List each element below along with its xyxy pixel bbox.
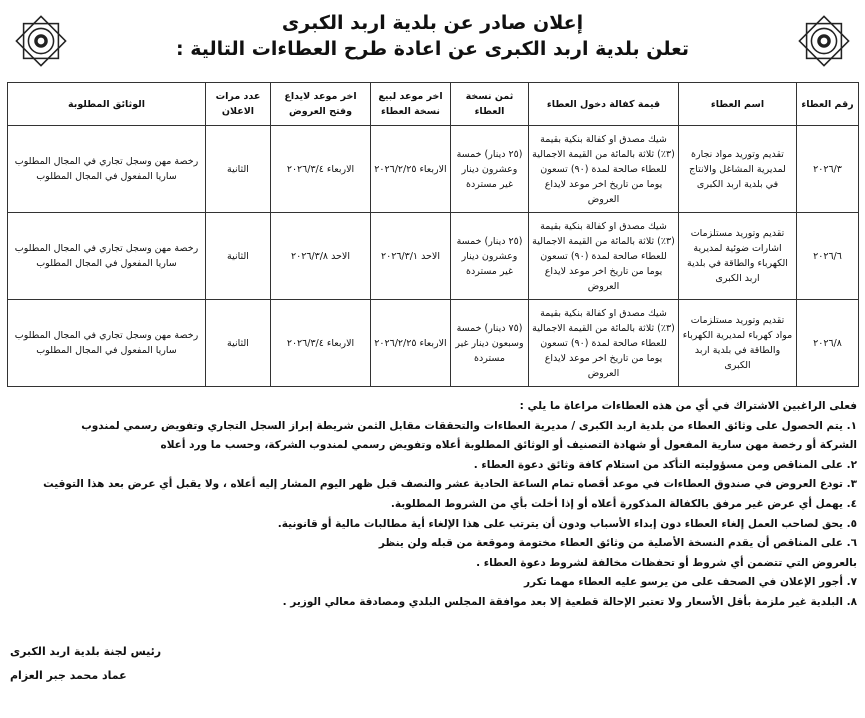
tender-times: الثانية (206, 213, 271, 300)
tender-name: تقديم وتوريد مستلزمات اشارات ضوئية لمديرية الكهرباء والطاقة في بلدية اربد الكبرى (679, 213, 797, 300)
condition-line: ٧. أجور الإعلان في الصحف على من يرسو عليه العطاء مهما تكرر (524, 576, 857, 589)
col-header-name: اسم العطاء (679, 83, 797, 126)
header (6, 10, 859, 74)
tender-name: تقديم وتوريد مواد نجارة لمديرية المشاغل والانتاج في بلدية اربد الكبرى (679, 126, 797, 213)
col-header-price: ثمن نسخة العطاء (451, 83, 529, 126)
tenders-table (7, 82, 859, 387)
tender-documents: رخصة مهن وسجل تجاري في المجال المطلوب ساريا المفعول في المجال المطلوب (8, 213, 206, 300)
table-header-row (8, 83, 859, 126)
col-header-guarantee: قيمة كفالة دخول العطاء (529, 83, 679, 126)
condition-line: بالعروض التي تتضمن أي شروط أو تحفظات مخالفة لشروط دعوة العطاء . (476, 556, 857, 569)
tender-number: ٢٠٢٦/٦ (797, 213, 859, 300)
condition-line: الشركة أو رخصة مهن سارية المفعول أو شهادة التصنيف أو الوثائق المطلوبة أعلاه وتفويض رسمي لمندوب الشركة، وحسب ما ورد أعلاه (160, 439, 857, 452)
tender-submission-deadline: الاحد ٢٠٢٦/٣/٨ (271, 213, 371, 300)
col-header-number: رقم العطاء (797, 83, 859, 126)
tender-sale-deadline: الاحد ٢٠٢٦/٣/١ (371, 213, 451, 300)
condition-line: ٨. البلدية غير ملزمة بأقل الأسعار ولا تعتبر الإحالة قطعية إلا بعد موافقة المجلس البلدي ومصادقة معالي الوزير . (282, 595, 857, 608)
announcement-subtitle: تعلن بلدية اربد الكبرى عن اعادة طرح العطاءات التالية : (176, 38, 689, 60)
tender-documents: رخصة مهن وسجل تجاري في المجال المطلوب ساريا المفعول في المجال المطلوب (8, 126, 206, 213)
conditions-intro: فعلى الراغبين الاشتراك في أي من هذه العطاءات مراعاة ما يلي : (519, 400, 857, 412)
table-row (8, 213, 859, 300)
announcement-title: إعلان صادر عن بلدية اربد الكبرى (281, 12, 584, 34)
signature-title: رئيس لجنة بلدية اربد الكبرى (10, 645, 162, 658)
tender-sale-deadline: الاربعاء ٢٠٢٦/٢/٢٥ (371, 126, 451, 213)
municipality-seal-icon (12, 12, 70, 70)
tender-number: ٢٠٢٦/٨ (797, 300, 859, 387)
tender-submission-deadline: الاربعاء ٢٠٢٦/٣/٤ (271, 126, 371, 213)
table-row (8, 300, 859, 387)
tender-documents: رخصة مهن وسجل تجاري في المجال المطلوب ساريا المفعول في المجال المطلوب (8, 300, 206, 387)
condition-line: ٤. يهمل أي عرض غير مرفق بالكفالة المذكورة أعلاه أو إذا أخلت بأي من الشروط المطلوبة. (390, 497, 857, 510)
col-header-documents: الوثائق المطلوبة (8, 83, 206, 126)
tender-name: تقديم وتوريد مستلزمات مواد كهرباء لمديرية الكهرباء والطاقة في بلدية اربد الكبرى (679, 300, 797, 387)
tender-price: (٢٥ دينار) خمسة وعشرون دينار غير مستردة (451, 126, 529, 213)
condition-line: ١. يتم الحصول على وثائق العطاء من بلدية اربد الكبرى / مديرية العطاءات والتحققات مقابل الثمن شريطة إبراز السجل التجاري وتفويض رسمي لمندوب (81, 419, 857, 432)
tender-price: (٧٥ دينار) خمسة وسبعون دينار غير مستردة (451, 300, 529, 387)
col-header-sale-deadline: اخر موعد لبيع نسخة العطاء (371, 83, 451, 126)
condition-line: ٣. تودع العروض في صندوق العطاءات في موعد أقصاه تمام الساعة الحادية عشر والنصف قبل ظهر اليوم المشار إليه أعلاه ، ولا يقبل أي عرض بعد هذا التوقيت (43, 478, 857, 491)
municipality-seal-icon (795, 12, 853, 70)
tender-times: الثانية (206, 300, 271, 387)
tender-guarantee: شيك مصدق او كفالة بنكية بقيمة (٣٪) ثلاثة بالمائة من القيمة الاجمالية للعطاء صالحة لمدة (٩٠) تسعون يوما من تاريخ اخر موعد لايداع العروض (529, 126, 679, 213)
signature-name: عماد محمد جبر العزام (10, 669, 127, 682)
col-header-submission-deadline: اخر موعد لايداع وفتح العروض (271, 83, 371, 126)
tender-price: (٢٥ دينار) خمسة وعشرون دينار غير مستردة (451, 213, 529, 300)
tender-guarantee: شيك مصدق او كفالة بنكية بقيمة (٣٪) ثلاثة بالمائة من القيمة الاجمالية للعطاء صالحة لمدة (٩٠) تسعون يوما من تاريخ اخر موعد لايداع العروض (529, 300, 679, 387)
condition-line: ٦. على المناقص أن يقدم النسخة الأصلية من وثائق العطاء مختومة وموقعة من قبله ولن ينظر (378, 537, 857, 550)
tender-times: الثانية (206, 126, 271, 213)
tender-number: ٢٠٢٦/٣ (797, 126, 859, 213)
col-header-times: عدد مرات الاعلان (206, 83, 271, 126)
condition-line: ٢. على المناقص ومن مسؤوليته التأكد من استلام كافة وثائق دعوة العطاء . (473, 458, 857, 471)
condition-line: ٥. يحق لصاحب العمل إلغاء العطاء دون إبداء الأسباب ودون أن يترتب على هذا الإلغاء أية مطالبات مالية أو قانونية. (277, 517, 857, 530)
conditions-list (6, 397, 859, 613)
tender-submission-deadline: الاربعاء ٢٠٢٦/٣/٤ (271, 300, 371, 387)
signature-block (10, 640, 161, 688)
tender-guarantee: شيك مصدق او كفالة بنكية بقيمة (٣٪) ثلاثة بالمائة من القيمة الاجمالية للعطاء صالحة لمدة (٩٠) تسعون يوما من تاريخ اخر موعد لايداع العروض (529, 213, 679, 300)
table-row (8, 126, 859, 213)
tender-sale-deadline: الاربعاء ٢٠٢٦/٢/٢٥ (371, 300, 451, 387)
